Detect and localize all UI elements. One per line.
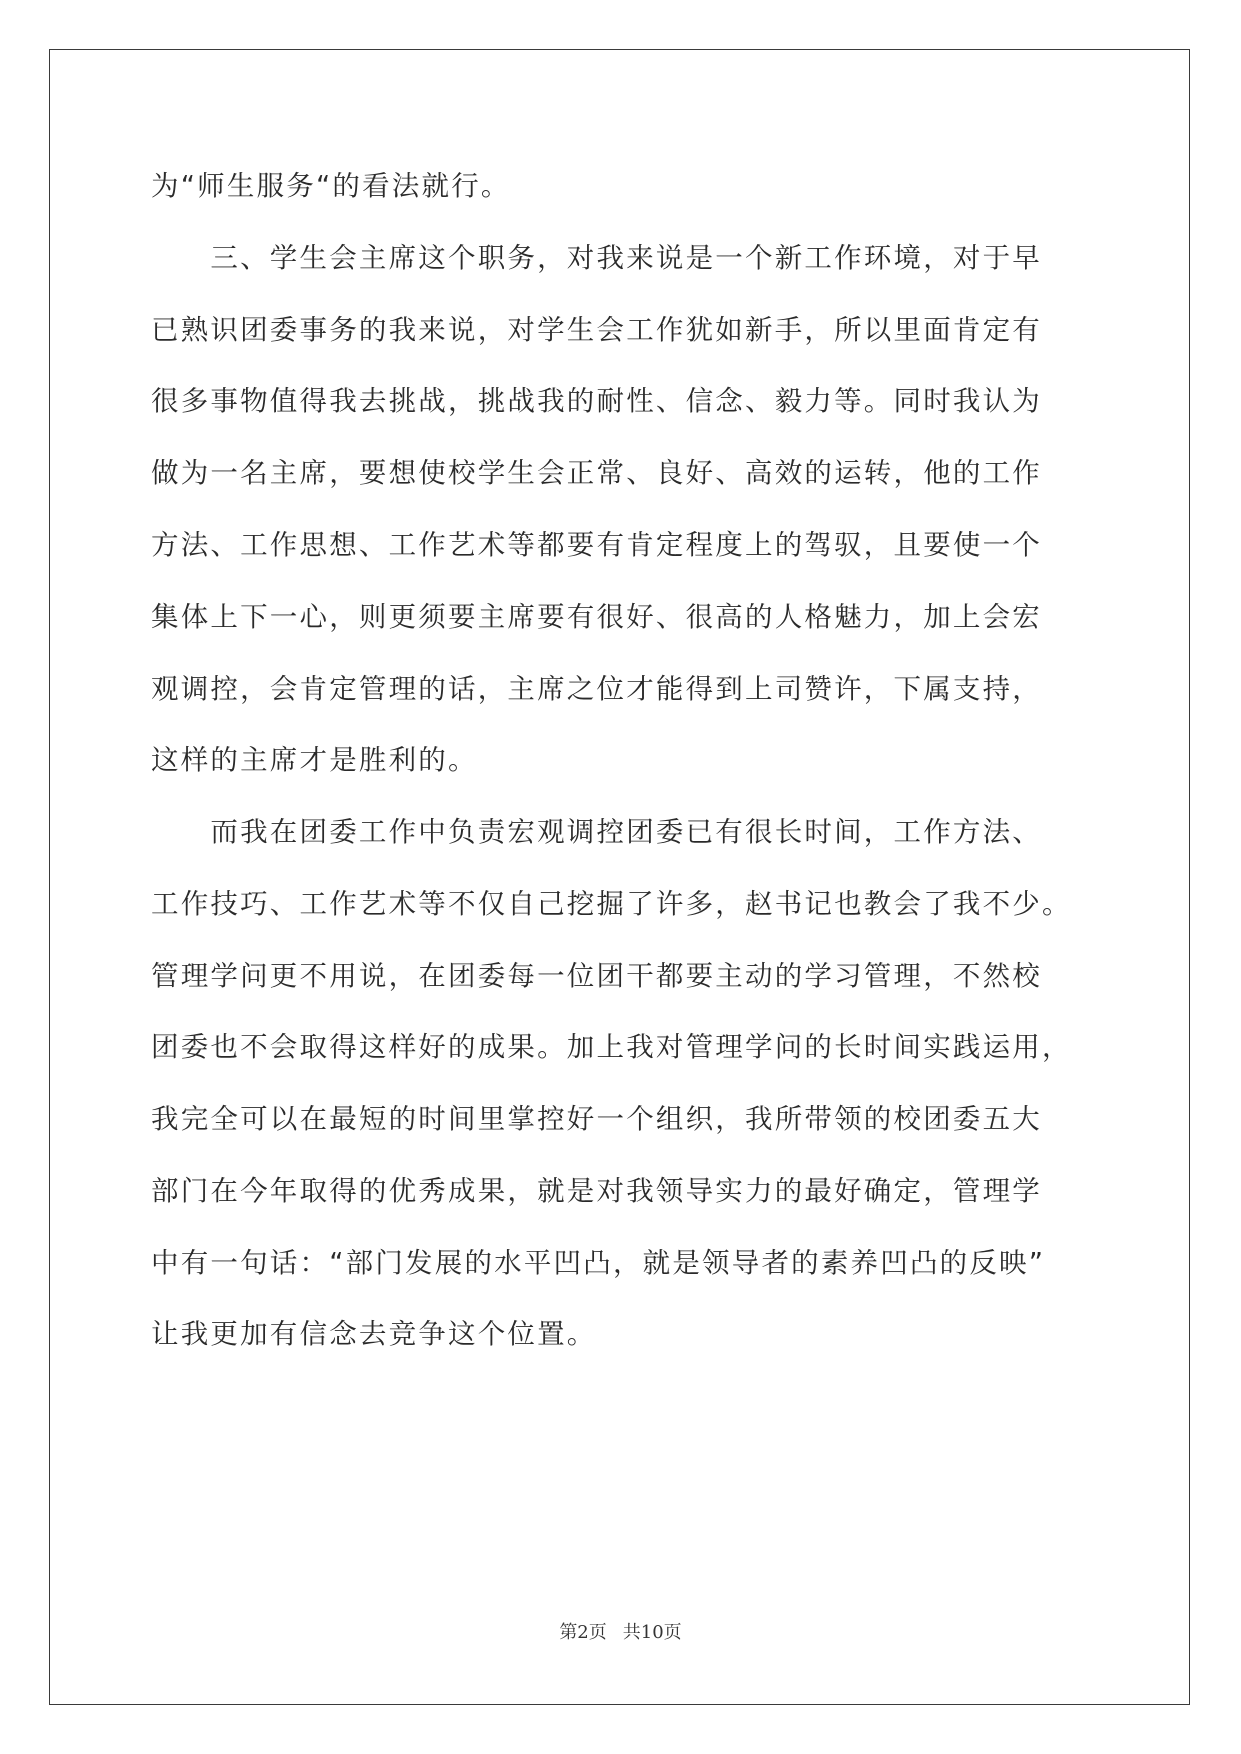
- text-line: 集体上下一心，则更须要主席要有很好、很高的人格魅力，加上会宏: [151, 601, 1042, 633]
- text-line: 很多事物值得我去挑战，挑战我的耐性、信念、毅力等。同时我认为: [151, 385, 1042, 417]
- text-line: 为“师生服务“的看法就行。: [151, 170, 511, 202]
- text-line: 已熟识团委事务的我来说，对学生会工作犹如新手，所以里面肯定有: [151, 314, 1042, 346]
- text-line: 工作技巧、工作艺术等不仅自己挖掘了许多，赵书记也教会了我不少。: [151, 888, 1072, 920]
- text-line: 管理学问更不用说，在团委每一位团干都要主动的学习管理，不然校: [151, 960, 1042, 992]
- text-line: 这样的主席才是胜利的。: [151, 744, 478, 776]
- text-line: 观调控，会肯定管理的话，主席之位才能得到上司赞许，下属支持，: [151, 673, 1042, 705]
- text-line: 方法、工作思想、工作艺术等都要有肯定程度上的驾驭，且要使一个: [151, 529, 1042, 561]
- page-total: 共10页: [622, 1622, 682, 1643]
- text-line: 中有一句话：“部门发展的水平凹凸，就是领导者的素养凹凸的反映”: [151, 1247, 1046, 1279]
- text-line: 团委也不会取得这样好的成果。加上我对管理学问的长时间实践运用，: [151, 1031, 1072, 1063]
- text-line: 部门在今年取得的优秀成果，就是对我领导实力的最好确定，管理学: [151, 1175, 1042, 1207]
- page-number: 第2页: [559, 1622, 607, 1643]
- text-line: 我完全可以在最短的时间里掌控好一个组织，我所带领的校团委五大: [151, 1103, 1042, 1135]
- page-border: [49, 49, 1190, 1705]
- text-line: 让我更加有信念去竞争这个位置。: [151, 1318, 597, 1350]
- text-line: 而我在团委工作中负责宏观调控团委已有很长时间，工作方法、: [151, 816, 1042, 848]
- page-footer: [0, 1618, 1241, 1644]
- text-line: 做为一名主席，要想使校学生会正常、良好、高效的运转，他的工作: [151, 457, 1042, 489]
- text-line: 三、学生会主席这个职务，对我来说是一个新工作环境，对于早: [151, 242, 1042, 274]
